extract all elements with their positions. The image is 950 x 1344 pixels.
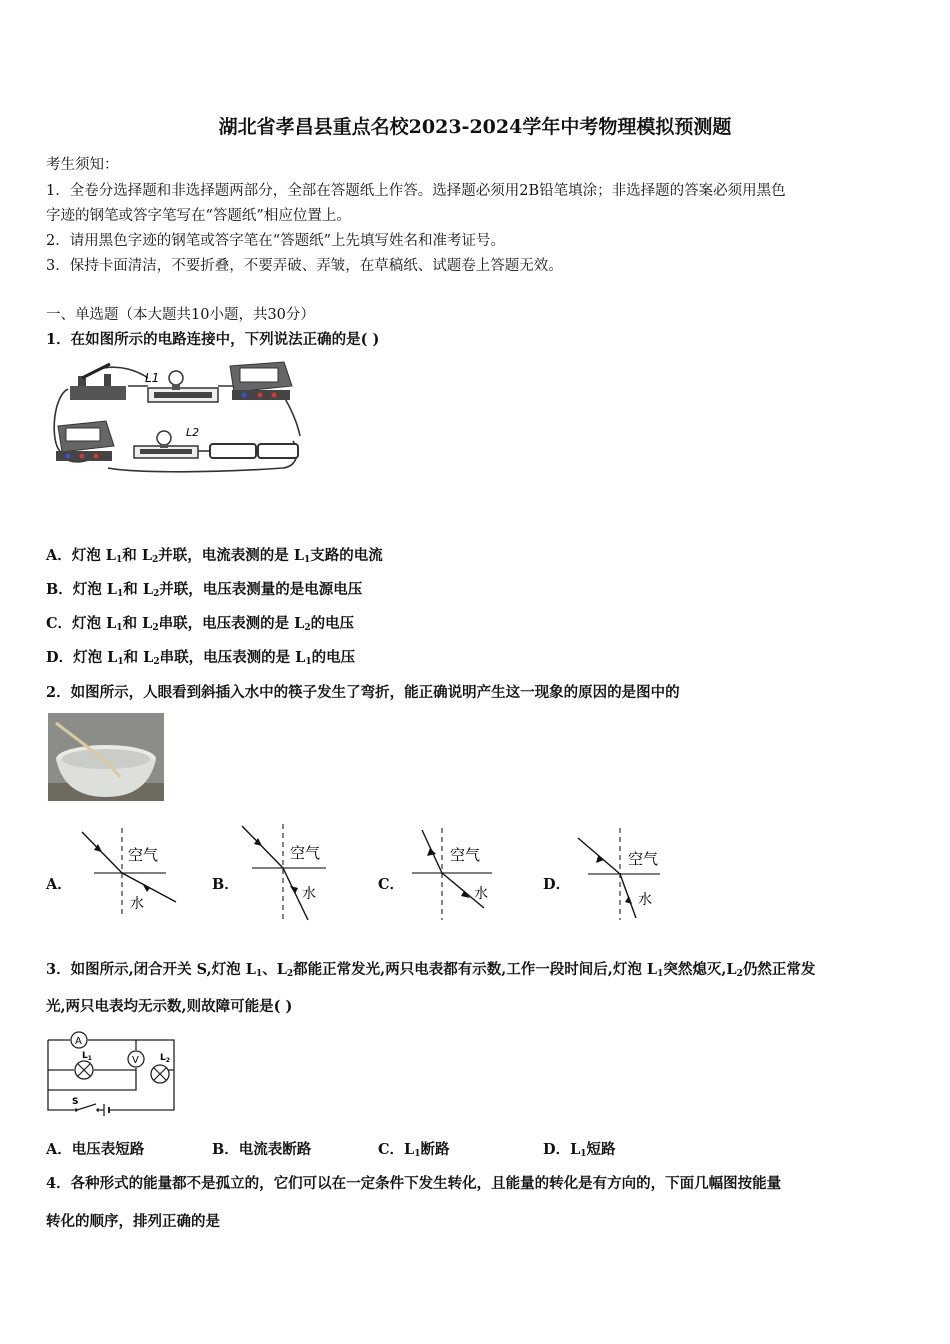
q4-stem-line-2: 转化的顺序，排列正确的是 bbox=[46, 1213, 220, 1230]
notice-item-2: 2．请用黑色字迹的钢笔或答字笔在“答题纸”上先填写姓名和准考证号。 bbox=[46, 233, 506, 249]
l1-label: L1 bbox=[145, 371, 160, 385]
q3-circuit-figure bbox=[44, 1030, 182, 1116]
q2-option-d-diagram[interactable] bbox=[574, 826, 674, 922]
notice-item-1-cont: 字迹的钢笔或答字笔写在“答题纸”相应位置上。 bbox=[46, 208, 351, 224]
voltmeter-shape bbox=[230, 362, 292, 400]
lamp-2-icon bbox=[151, 1065, 169, 1083]
section-heading: 一、单选题（本大题共10小题，共30分） bbox=[46, 307, 315, 323]
svg-text:L2: $L_2$ bbox=[160, 1053, 170, 1064]
q4-stem-line-1: 4．各种形式的能量都不是孤立的，它们可以在一定条件下发生转化，且能量的转化是有方向的，下面几幅图按能量 bbox=[46, 1175, 782, 1192]
q2-photo bbox=[48, 713, 164, 801]
q1-option-a[interactable]: A．灯泡 $L_1$和 $L_2$并联，电流表测的是 $L_1$支路的电流 bbox=[46, 547, 383, 565]
q2-option-a-diagram[interactable] bbox=[76, 826, 186, 918]
q1-option-b[interactable]: B．灯泡 $L_1$和 $L_2$并联，电压表测量的是电源电压 bbox=[46, 581, 363, 599]
q2-option-a-label[interactable]: A． bbox=[46, 876, 72, 893]
svg-text:L1: $L_1$ bbox=[82, 1051, 92, 1062]
page-title: 湖北省孝昌县重点名校2023-2024学年中考物理模拟预测题 bbox=[218, 116, 732, 138]
q1-circuit-figure bbox=[48, 356, 310, 476]
water-label: 水 bbox=[302, 886, 316, 902]
water-label: 水 bbox=[638, 892, 652, 908]
air-label: 空气 bbox=[450, 846, 481, 864]
air-label: 空气 bbox=[128, 846, 159, 864]
q3-stem-line-1: 3．如图所示,闭合开关 S,灯泡 $L_1$、$L_2$都能正常发光,两只电表都有示数,工作一段时间后,灯泡 $L_1$突然熄灭$,L_2$仍然正常发 bbox=[46, 961, 816, 979]
q3-option-b[interactable]: B．电流表断路 bbox=[212, 1141, 312, 1158]
q1-stem: 1．在如图所示的电路连接中，下列说法正确的是( ) bbox=[46, 331, 380, 348]
q2-option-b-label[interactable]: B． bbox=[212, 876, 239, 893]
svg-text:A: A bbox=[75, 1036, 82, 1047]
l2-label: L2 bbox=[186, 426, 200, 439]
lamp-1-icon bbox=[75, 1061, 93, 1079]
water-label: 水 bbox=[474, 886, 488, 902]
notice-item-1: 1．全卷分选择题和非选择题两部分，全部在答题纸上作答。选择题必须用2B铅笔填涂；非选择题的答案必须用黑色 bbox=[46, 183, 786, 199]
q1-option-c[interactable]: C．灯泡 $L_1$和 $L_2$串联，电压表测的是 $L_2$的电压 bbox=[46, 615, 355, 633]
svg-text:V: V bbox=[132, 1055, 139, 1066]
air-label: 空气 bbox=[290, 844, 321, 862]
notice-heading: 考生须知： bbox=[46, 157, 119, 173]
q2-option-c-diagram[interactable] bbox=[408, 826, 508, 922]
q3-option-a[interactable]: A．电压表短路 bbox=[46, 1141, 145, 1158]
q2-option-c-label[interactable]: C． bbox=[378, 876, 405, 893]
water-label: 水 bbox=[130, 896, 144, 912]
q3-option-d[interactable]: D．$L_1$短路 bbox=[543, 1141, 616, 1159]
q1-option-d[interactable]: D．灯泡 $L_1$和 $L_2$串联，电压表测的是 $L_1$的电压 bbox=[46, 649, 356, 667]
battery-icon bbox=[104, 1104, 109, 1116]
air-label: 空气 bbox=[628, 850, 659, 868]
q2-option-b-diagram[interactable] bbox=[238, 822, 338, 922]
q3-option-c[interactable]: C．$L_1$断路 bbox=[378, 1141, 450, 1159]
q3-stem-line-2: 光,两只电表均无示数,则故障可能是( ) bbox=[46, 998, 293, 1015]
switch-base-shape bbox=[70, 364, 126, 400]
svg-text:S: S bbox=[72, 1097, 79, 1107]
q2-stem: 2．如图所示，人眼看到斜插入水中的筷子发生了弯折，能正确说明产生这一现象的原因的是图中的 bbox=[46, 684, 680, 701]
battery-shape bbox=[210, 444, 298, 458]
q2-option-d-label[interactable]: D． bbox=[543, 876, 571, 893]
notice-item-3: 3．保持卡面清洁，不要折叠，不要弄破、弄皱，在草稿纸、试题卷上答题无效。 bbox=[46, 258, 563, 274]
ammeter-shape bbox=[56, 421, 114, 461]
